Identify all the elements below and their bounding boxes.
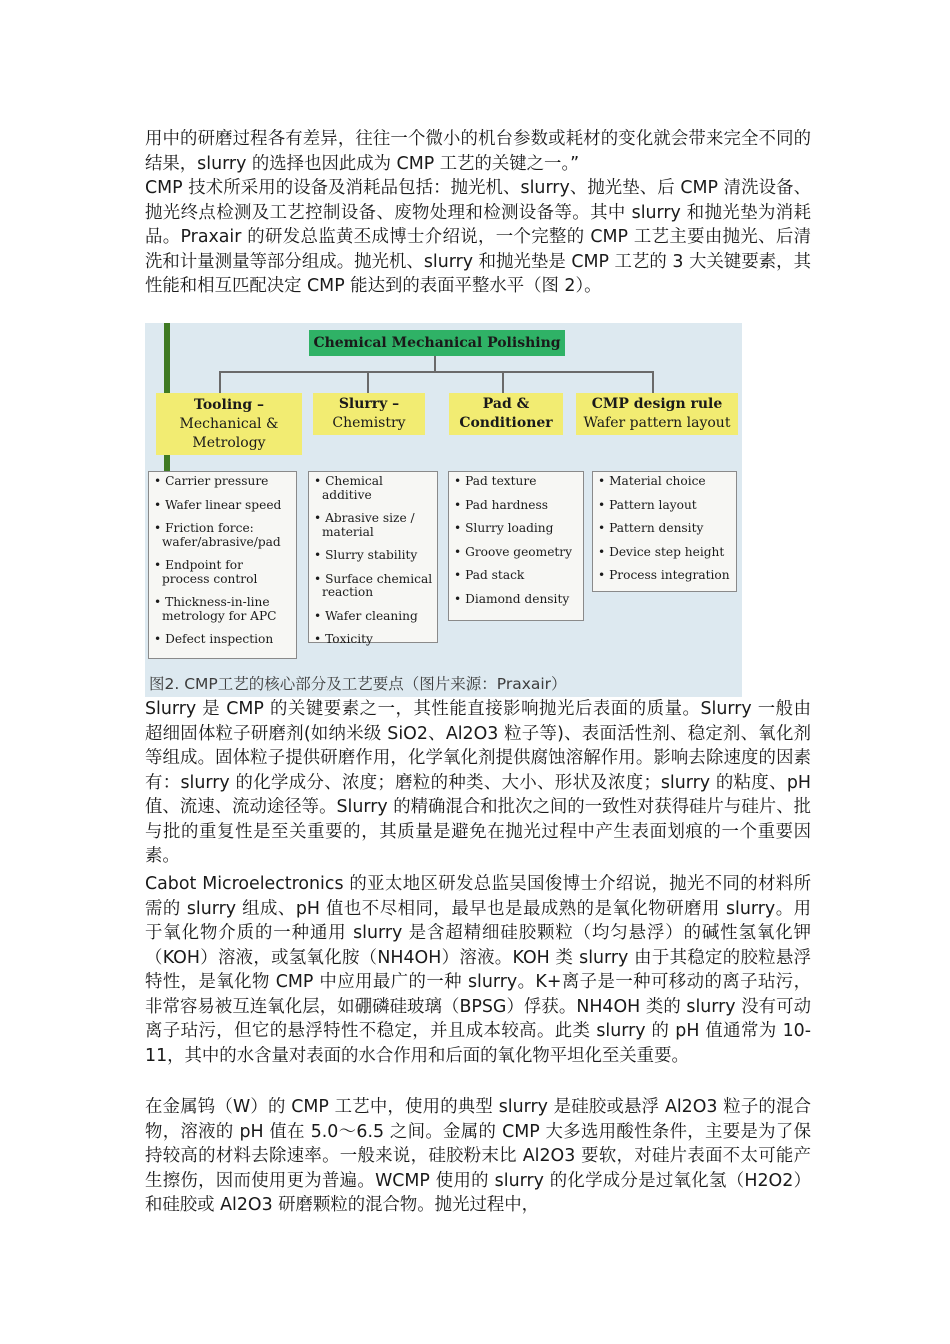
paragraph: Cabot Microelectronics 的亚太地区研发总监吴国俊博士介绍说，抛光不同的材料所需的 slurry 组成、pH 值也不尽相同，最早也是最成熟的是氧化物研磨用 slurry。用于氧化物介质的一种通用 slurry 是含超精细硅胶颗粒（均匀悬浮）的碱性氢氧化钾（KOH）溶液，或氢氧化胺（NH4OH）溶液。KOH 类 slurry 由于其稳定的胶粒悬浮特性，是氧化物 CMP 中应用最广的一种 slurry。K+离子是一种可移动的离子玷污，非常容易被互连氧化层，如硼磷硅玻璃（BPSG）俘获。NH4OH 类的 slurry 没有可动离子玷污，但它的悬浮特性不稳定，并且成本较高。此类 slurry 的 pH 值通常为 10-11，其中的水含量对表面的水合作用和后面的氧化物平坦化至关重要。 (145, 874, 811, 1066)
list-item: • Pattern density (598, 522, 732, 536)
cmp-figure (145, 323, 742, 697)
list-slurry (308, 471, 438, 646)
list-item: • Abrasive size / material (314, 512, 433, 539)
figure-caption: 图2. CMP工艺的核心部分及工艺要点（图片来源：Praxair） (149, 675, 567, 693)
category-title: CMP design rule (591, 396, 723, 412)
list-item: • Slurry loading (454, 522, 579, 536)
list-item: • Diamond density (454, 593, 579, 607)
list-item: • Slurry stability (314, 549, 433, 563)
list-item: • Chemical additive (314, 475, 433, 502)
list-item: • Friction force: wafer/abrasive/pad (154, 522, 292, 549)
list-item: • Toxicity (314, 633, 433, 647)
connector-line (219, 371, 654, 373)
connector-line (367, 371, 369, 393)
category-subtitle: Chemistry (332, 415, 406, 431)
list-tooling (148, 471, 297, 659)
list-item: • Wafer linear speed (154, 499, 292, 513)
category-title: Slurry – (338, 396, 400, 412)
category-tooling (156, 393, 302, 455)
category-slurry (313, 393, 425, 435)
list-item: • Pattern layout (598, 499, 732, 513)
list-item: • Endpoint for process control (154, 559, 292, 586)
list-item: • Process integration (598, 569, 732, 583)
list-item: • Carrier pressure (154, 475, 292, 489)
connector-line (502, 371, 504, 393)
list-item: • Surface chemical reaction (314, 573, 433, 600)
category-subtitle: Conditioner (459, 415, 553, 431)
list-item: • Groove geometry (454, 546, 579, 560)
category-title: Tooling – (194, 396, 264, 413)
list-item: • Pad texture (454, 475, 579, 489)
list-item: • Pad stack (454, 569, 579, 583)
figure-title: Chemical Mechanical Polishing (309, 330, 565, 356)
category-pad (449, 393, 563, 435)
category-subtitle: Metrology (192, 434, 266, 451)
paragraph: 用中的研磨过程各有差异，往往一个微小的机台参数或耗材的变化就会带来完全不同的结果，slurry 的选择也因此成为 CMP 工艺的关键之一。” (145, 129, 811, 174)
list-item: • Wafer cleaning (314, 610, 433, 624)
list-pad (448, 471, 584, 621)
list-item: • Defect inspection (154, 633, 292, 647)
connector-line (219, 371, 221, 393)
list-item: • Pad hardness (454, 499, 579, 513)
list-item: • Thickness-in-line metrology for APC (154, 596, 292, 623)
paragraph: CMP 技术所采用的设备及消耗品包括：抛光机、slurry、抛光垫、后 CMP 清洗设备、抛光终点检测及工艺控制设备、废物处理和检测设备等。其中 slurry 和抛光垫为消耗品。Praxair 的研发总监黄丕成博士介绍说，一个完整的 CMP 工艺主要由抛光、后清洗和计量测量等部分组成。抛光机、slurry 和抛光垫是 CMP 工艺的 3 大关键要素，其性能和相互匹配决定 CMP 能达到的表面平整水平（图 2）。 (145, 178, 811, 296)
paragraph: Slurry 是 CMP 的关键要素之一，其性能直接影响抛光后表面的质量。Slurry 一般由超细固体粒子研磨剂(如纳米级 SiO2、Al2O3 粒子等)、表面活性剂、稳定剂、氧化剂等组成。固体粒子提供研磨作用，化学氧化剂提供腐蚀溶解作用。影响去除速度的因素有：slurry 的化学成分、浓度；磨粒的种类、大小、形状及浓度；slurry 的粘度、pH 值、流速、流动途径等。Slurry 的精确混合和批次之间的一致性对获得硅片与硅片、批与批的重复性是至关重要的，其质量是避免在抛光过程中产生表面划痕的一个重要因素。 (145, 699, 811, 866)
list-design-rule (592, 471, 737, 592)
category-subtitle: Mechanical & (179, 415, 279, 432)
connector-line (434, 356, 436, 372)
paragraph: 在金属钨（W）的 CMP 工艺中，使用的典型 slurry 是硅胶或悬浮 Al2O3 粒子的混合物，溶液的 pH 值在 5.0～6.5 之间。金属的 CMP 大多选用酸性条件，主要是为了保持较高的材料去除速率。一般来说，硅胶粉末比 Al2O3 要软，对硅片表面不太可能产生擦伤，因而使用更为普遍。WCMP 使用的 slurry 的化学成分是过氧化氢（H2O2）和硅胶或 Al2O3 研磨颗粒的混合物。抛光过程中， (145, 1097, 811, 1215)
category-title: Pad & (482, 396, 530, 412)
list-item: • Device step height (598, 546, 732, 560)
connector-line (652, 371, 654, 393)
list-item: • Material choice (598, 475, 732, 489)
category-subtitle: Wafer pattern layout (583, 415, 731, 431)
category-design-rule (576, 393, 738, 435)
